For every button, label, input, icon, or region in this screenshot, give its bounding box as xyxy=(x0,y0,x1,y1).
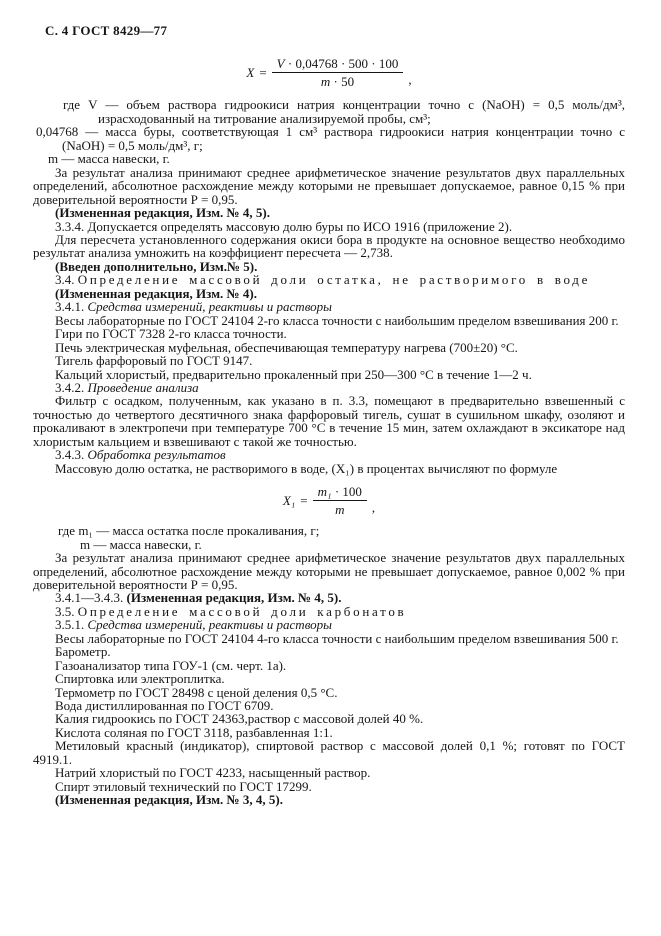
paragraph-recalc-coefficient: Для пересчета установленного содержания окиси бора в продукте на основное вещество необходимо результат анализа умножить на коэффициент пересчета — 2,738. xyxy=(33,231,625,261)
amendment-note-1: (Измененная редакция, Изм. № 4, 5). xyxy=(55,205,270,221)
paragraph-potassium-hydroxide: Калия гидроокись по ГОСТ 24363,раствор с массовой долей 40 %. xyxy=(55,711,424,727)
page-header: С. 4 ГОСТ 8429—77 xyxy=(45,23,168,38)
formula-fraction xyxy=(272,56,404,89)
paragraph-filter-procedure: Фильтр с осадком, полученным, как указано в п. 3.3, помещают в предварительно взвешенный с точностью до четвертого десятичного знака фарфоровый тигель, сушат в сушильном шкафу, озоляют и прокаливают в электропечи при температуре 700 °С в течение 15 мин, затем охлаждают в эксикаторе над хлористым кальцием и взвешивают с такой же точностью. xyxy=(33,393,625,449)
paragraph-methyl-red: Метиловый красный (индикатор), спиртовой раствор с массовой долей 0,1 %; готовят по ГОСТ 4919.1. xyxy=(33,738,625,767)
formula-lhs: X₁ xyxy=(282,493,296,509)
formula-denominator: m xyxy=(335,502,345,518)
subsection-3-4-3-heading: 3.4.3. Обработка результатов xyxy=(55,447,226,463)
formula-insoluble-residue xyxy=(33,484,625,517)
paragraph-furnace: Печь электрическая муфельная, обеспечивающая температуру нагрева (700±20) °С. xyxy=(55,339,518,355)
paragraph-ethyl-alcohol: Спирт этиловый технический по ГОСТ 17299. xyxy=(55,778,312,794)
paragraph-result-rule-2: За результат анализа принимают среднее арифметическое значение результатов двух параллельных определений, абсолютное расхождение между которыми не превышает допускаемое, равное 0,002 % при доверительной вероятности Р = 0,95. xyxy=(33,550,625,592)
formula-numerator: m₁ · 100 xyxy=(313,484,367,501)
subsection-3-5-1-heading: 3.5.1. Средства измерений, реактивы и растворы xyxy=(55,617,332,633)
paragraph-residue-fraction-intro: Массовую долю остатка, не растворимого в воде, (X₁) в процентах вычисляют по формуле xyxy=(55,460,558,476)
formula-comma: , xyxy=(408,72,412,88)
paragraph-3-3-4: 3.3.4. Допускается определять массовую долю буры по ИСО 1916 (приложение 2). xyxy=(55,218,513,234)
formula-fraction xyxy=(313,484,367,517)
symbol-definition-coefficient: 0,04768 — масса буры, соответствующая 1 см³ раствора гидроокиси натрия концентрации точно с (NaOH) = 0,5 моль/дм³, г; xyxy=(36,124,625,153)
formula-lhs: X xyxy=(246,65,255,81)
formula-comma: , xyxy=(371,500,376,516)
paragraph-distilled-water: Вода дистиллированная по ГОСТ 6709. xyxy=(55,698,274,714)
paragraph-barometer: Барометр. xyxy=(55,644,111,660)
subsection-3-4-1-heading: 3.4.1. Средства измерений, реактивы и растворы xyxy=(55,299,332,315)
paragraph-gas-analyzer: Газоанализатор типа ГОУ-1 (см. черт. 1а). xyxy=(55,657,287,673)
amendment-note-4: 3.4.1—3.4.3. (Измененная редакция, Изм. № 4, 5). xyxy=(55,590,342,606)
section-3-5-heading: 3.5. Определение массовой доли карбонатов xyxy=(55,603,407,619)
amendment-note-3: (Измененная редакция, Изм. № 4). xyxy=(55,285,257,301)
formula-denominator: m · 50 xyxy=(320,74,355,90)
symbol-definition-m: m — масса навески, г. xyxy=(80,536,202,552)
subsection-3-4-2-heading: 3.4.2. Проведение анализа xyxy=(55,379,199,395)
paragraph-scales-200: Весы лабораторные по ГОСТ 24104 2-го класса точности с наибольшим пределом взвешивания 200 г. xyxy=(55,312,619,328)
symbol-definition-m1: где m₁ — масса остатка после прокаливания, г; xyxy=(58,523,320,539)
paragraph-thermometer: Термометр по ГОСТ 28498 с ценой деления 0,5 °С. xyxy=(55,684,338,700)
formula-equals: = xyxy=(300,493,308,509)
paragraph-calcium-chloride: Кальций хлористый, предварительно прокаленный при 250—300 °С в течение 1—2 ч. xyxy=(55,366,532,382)
paragraph-hydrochloric-acid: Кислота соляная по ГОСТ 3118, разбавленная 1:1. xyxy=(55,724,333,740)
formula-numerator: V · 0,04768 · 500 · 100 xyxy=(272,56,404,73)
paragraph-sodium-chloride: Натрий хлористый по ГОСТ 4233, насыщенный раствор. xyxy=(55,765,371,781)
section-3-4-heading: 3.4. Определение массовой доли остатка, не растворимого в воде xyxy=(55,272,591,288)
paragraph-crucible: Тигель фарфоровый по ГОСТ 9147. xyxy=(55,353,253,369)
formula-borax-mass-fraction xyxy=(33,56,625,89)
paragraph-scales-500: Весы лабораторные по ГОСТ 24104 4-го класса точности с наибольшим пределом взвешивания 500 г. xyxy=(55,630,619,646)
amendment-note-5: (Измененная редакция, Изм. № 3, 4, 5). xyxy=(55,792,283,808)
paragraph-weights: Гири по ГОСТ 7328 2-го класса точности. xyxy=(55,326,287,342)
paragraph-spirit-lamp: Спиртовка или электроплитка. xyxy=(55,671,225,687)
formula-equals: = xyxy=(259,65,267,81)
symbol-definition-v: где V — объем раствора гидроокиси натрия концентрации точно с (NaOH) = 0,5 моль/дм³, израсходованный на титрование анализируемой пробы, см³; xyxy=(63,97,625,126)
paragraph-result-rule-1: За результат анализа принимают среднее арифметическое значение результатов двух параллельных определений, абсолютное расхождение между которыми не превышает допускаемое, равное 0,15 % при доверительной вероятности Р = 0,95. xyxy=(33,164,625,207)
symbol-definition-m: m — масса навески, г. xyxy=(48,151,170,167)
amendment-note-2: (Введен дополнительно, Изм.№ 5). xyxy=(55,258,258,274)
